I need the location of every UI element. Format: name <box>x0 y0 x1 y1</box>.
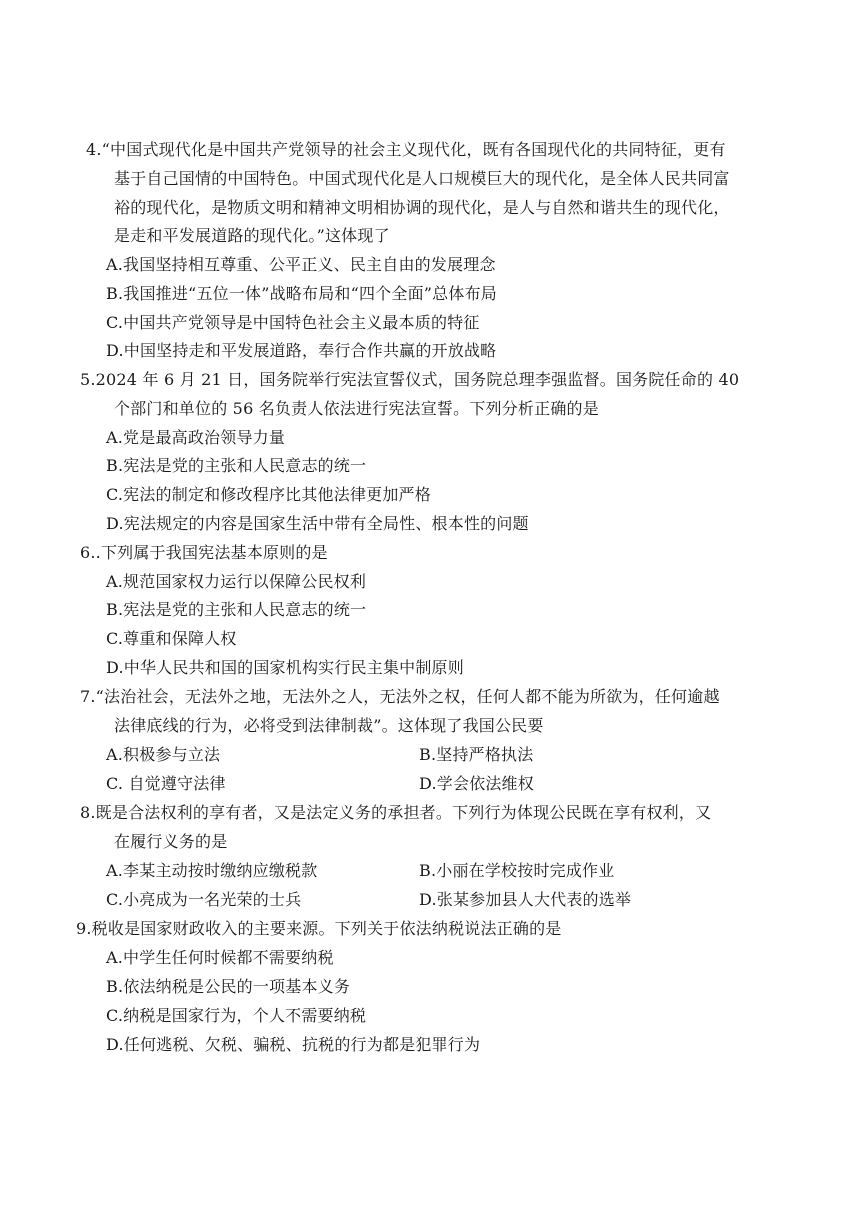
option-d: D.中国坚持走和平发展道路，奉行合作共赢的开放战略 <box>106 341 497 360</box>
option-a: A.中学生任何时候都不需要纳税 <box>106 948 334 967</box>
option-b: B.坚持严格执法 <box>419 745 534 764</box>
option-b: B.宪法是党的主张和人民意志的统一 <box>106 456 367 475</box>
option-a: A.党是最高政治领导力量 <box>106 428 286 447</box>
option-c: C. 自觉遵守法律 <box>106 774 226 793</box>
option-d: D.宪法规定的内容是国家生活中带有全局性、根本性的问题 <box>106 514 529 533</box>
question-stem-line: 个部门和单位的 56 名负责人依法进行宪法宣誓。下列分析正确的是 <box>114 399 599 418</box>
option-a: A.规范国家权力运行以保障公民权利 <box>106 572 367 591</box>
question-stem-line: 7.“法治社会，无法外之地，无法外之人，无法外之权，任何人都不能为所欲为，任何逾越 <box>80 687 720 706</box>
option-c: C.尊重和保障人权 <box>106 629 237 648</box>
option-b: B.依法纳税是公民的一项基本义务 <box>106 977 351 996</box>
option-b: B.我国推进“五位一体”战略布局和“四个全面”总体布局 <box>106 284 497 303</box>
option-d: D.学会依法维权 <box>419 774 534 793</box>
option-d: D.任何逃税、欠税、骗税、抗税的行为都是犯罪行为 <box>106 1035 481 1054</box>
option-c: C.中国共产党领导是中国特色社会主义最本质的特征 <box>106 313 480 332</box>
question-stem-line: 是走和平发展道路的现代化。”这体现了 <box>114 226 390 245</box>
option-b: B.小丽在学校按时完成作业 <box>419 861 615 880</box>
option-c: C.小亮成为一名光荣的士兵 <box>106 890 302 909</box>
question-stem-line: 法律底线的行为，必将受到法律制裁”。这体现了我国公民要 <box>114 716 544 735</box>
question-stem-line: 裕的现代化，是物质文明和精神文明相协调的现代化，是人与自然和谐共生的现代化， <box>114 198 730 217</box>
option-d: D.张某参加县人大代表的选举 <box>419 890 632 909</box>
option-a: A.我国坚持相互尊重、公平正义、民主自由的发展理念 <box>106 255 496 274</box>
question-stem-line: 6..下列属于我国宪法基本原则的是 <box>80 543 328 562</box>
option-d: D.中华人民共和国的国家机构实行民主集中制原则 <box>106 658 464 677</box>
question-stem-line: 在履行义务的是 <box>114 832 228 851</box>
question-stem-line: 8.既是合法权利的享有者，又是法定义务的承担者。下列行为体现公民既在享有权利，又 <box>80 803 712 822</box>
option-c: C.纳税是国家行为，个人不需要纳税 <box>106 1006 367 1025</box>
option-a: A.积极参与立法 <box>106 745 221 764</box>
question-stem-line: 4.“中国式现代化是中国共产党领导的社会主义现代化，既有各国现代化的共同特征，更有 <box>86 140 726 159</box>
option-b: B.宪法是党的主张和人民意志的统一 <box>106 600 367 619</box>
question-stem-line: 基于自己国情的中国特色。中国式现代化是人口规模巨大的现代化，是全体人民共同富 <box>114 169 730 188</box>
option-c: C.宪法的制定和修改程序比其他法律更加严格 <box>106 485 431 504</box>
question-stem-line: 5.2024 年 6 月 21 日，国务院举行宪法宣誓仪式，国务院总理李强监督。国务院任命的 40 <box>80 370 740 389</box>
question-stem-line: 9.税收是国家财政收入的主要来源。下列关于依法纳税说法正确的是 <box>76 919 562 938</box>
option-a: A.李某主动按时缴纳应缴税款 <box>106 861 318 880</box>
